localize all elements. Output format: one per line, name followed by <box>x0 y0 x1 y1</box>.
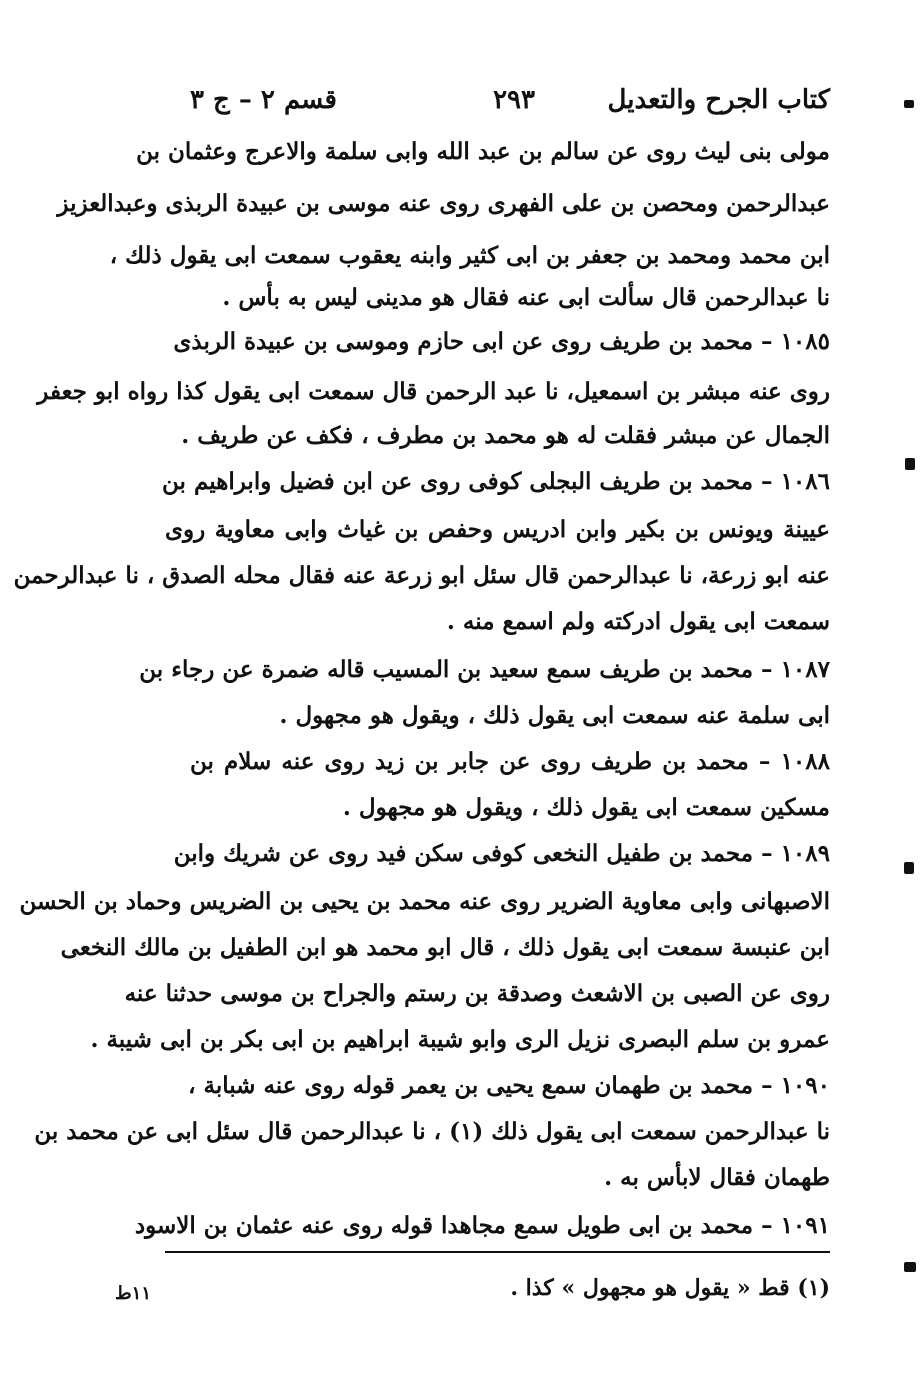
entry-heading-1088: ١٠٨٨ – محمد بن طريف روى عن جابر بن زيد روى عنه سلام بن <box>190 748 830 775</box>
text-line: الجمال عن مبشر فقلت له هو محمد بن مطرف ، فكف عن طريف . <box>181 422 830 449</box>
text-line: نا عبدالرحمن قال سألت ابى عنه فقال هو مدينى ليس به بأس . <box>222 284 830 311</box>
text-line: الاصبهانى وابى معاوية الضرير روى عنه محمد بن يحيى بن الضريس وحماد بن الحسن <box>19 888 830 915</box>
text-line: روى عن الصبى بن الاشعث وصدقة بن رستم والجراح بن موسى حدثنا عنه <box>124 980 830 1007</box>
book-title: كتاب الجرح والتعديل <box>607 85 830 115</box>
text-line: ابى سلمة عنه سمعت ابى يقول ذلك ، ويقول هو مجهول . <box>279 702 830 729</box>
text-line: سمعت ابى يقول ادركته ولم اسمع منه . <box>446 608 830 635</box>
scan-edge-mark <box>905 458 915 470</box>
entry-heading-1086: ١٠٨٦ – محمد بن طريف البجلى كوفى روى عن ابن فضيل وابراهيم بن <box>162 468 830 495</box>
entry-heading-1085: ١٠٨٥ – محمد بن طريف روى عن ابى حازم وموسى بن عبيدة الربذى <box>173 328 830 355</box>
signature-mark: ١١ط <box>115 1283 151 1304</box>
text-line: عبدالرحمن ومحصن بن على الفهرى روى عنه موسى بن عبيدة الربذى وعبدالعزيز <box>57 190 830 217</box>
text-line: عيينة ويونس بن بكير وابن ادريس وحفص بن غياث وابى معاوية روى <box>165 516 830 543</box>
text-line: عنه ابو زرعة، نا عبدالرحمن قال سئل ابو زرعة عنه فقال محله الصدق ، نا عبدالرحمن <box>13 562 830 589</box>
text-line: ابن محمد ومحمد بن جعفر بن ابى كثير وابنه يعقوب سمعت ابى يقول ذلك ، <box>109 242 830 269</box>
page-number: ٢٩٣ <box>493 85 535 115</box>
text-line: نا عبدالرحمن سمعت ابى يقول ذلك (١) ، نا عبدالرحمن قال سئل ابى عن محمد بن <box>34 1118 830 1145</box>
text-line: مسكين سمعت ابى يقول ذلك ، ويقول هو مجهول . <box>342 794 830 821</box>
footnote: (١) قط « يقول هو مجهول » كذا . <box>510 1275 830 1301</box>
entry-heading-1090: ١٠٩٠ – محمد بن طهمان سمع يحيى بن يعمر قوله روى عنه شبابة ، <box>188 1072 830 1099</box>
scan-edge-mark <box>904 1262 916 1272</box>
text-line: روى عنه مبشر بن اسمعيل، نا عبد الرحمن قال سمعت ابى يقول كذا رواه ابو جعفر <box>37 378 830 405</box>
text-line: عمرو بن سلم البصرى نزيل الرى وابو شيبة ابراهيم بن ابى بكر بن ابى شيبة . <box>90 1026 830 1053</box>
scan-edge-mark <box>904 862 914 874</box>
entry-heading-1091: ١٠٩١ – محمد بن ابى طويل سمع مجاهدا قوله روى عنه عثمان بن الاسود <box>134 1212 830 1239</box>
entry-heading-1087: ١٠٨٧ – محمد بن طريف سمع سعيد بن المسيب قاله ضمرة عن رجاء بن <box>139 656 830 683</box>
running-header <box>165 85 830 125</box>
entry-heading-1089: ١٠٨٩ – محمد بن طفيل النخعى كوفى سكن فيد روى عن شريك وابن <box>173 840 830 867</box>
text-line: ابن عنبسة سمعت ابى يقول ذلك ، قال ابو محمد هو ابن الطفيل بن مالك النخعى <box>60 934 830 961</box>
scan-edge-mark <box>904 100 914 108</box>
section-label: قسم ٢ – ج ٣ <box>190 85 337 115</box>
footnote-separator <box>165 1251 830 1253</box>
text-line: طهمان فقال لابأس به . <box>604 1164 830 1191</box>
text-line: مولى بنى ليث روى عن سالم بن عبد الله وابى سلمة والاعرج وعثمان بن <box>136 138 830 165</box>
